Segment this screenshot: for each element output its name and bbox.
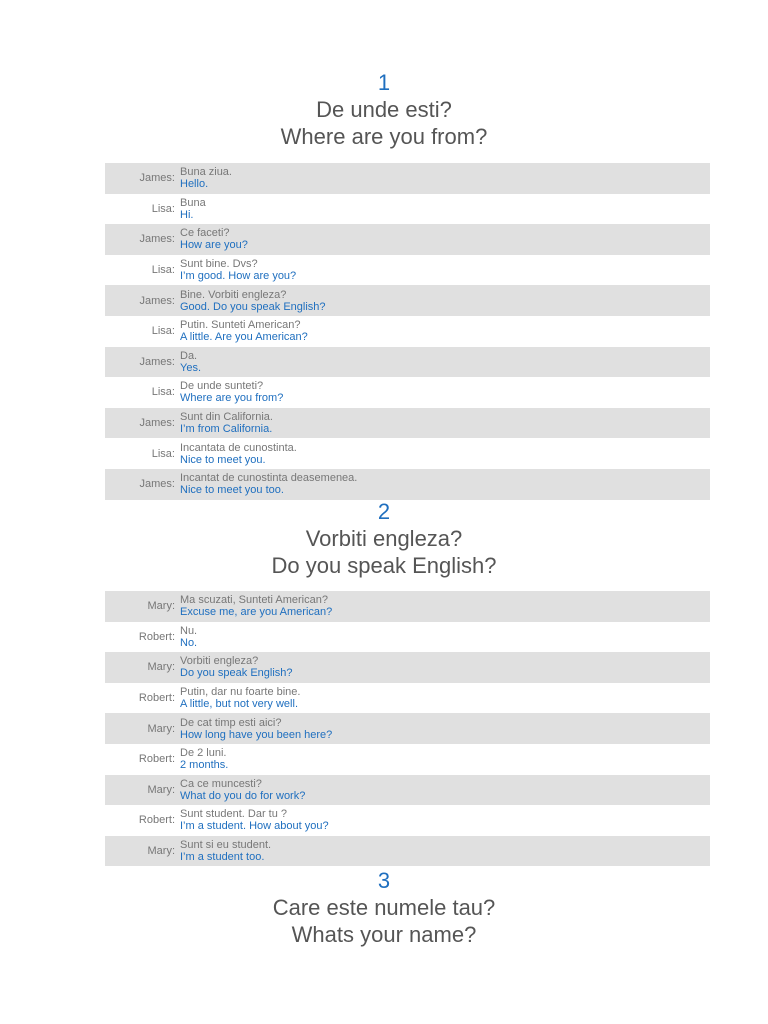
romanian-line: Putin. Sunteti American? [180, 319, 301, 332]
english-line: I’m a student. How about you? [180, 820, 329, 833]
dialog-row [105, 224, 710, 255]
section-number: 1 [377, 70, 391, 95]
english-line: Nice to meet you too. [180, 484, 284, 497]
speaker-name: Lisa: [151, 386, 175, 399]
section-2 [0, 499, 768, 866]
speaker-name: Mary: [147, 845, 175, 858]
dialog-row [105, 652, 710, 683]
romanian-line: De 2 luni. [180, 747, 227, 760]
romanian-line: Putin, dar nu foarte bine. [180, 686, 301, 699]
romanian-line: Sunt student. Dar tu ? [180, 808, 288, 821]
speaker-name: James: [139, 233, 175, 246]
speaker-name: James: [139, 172, 175, 185]
section-title-ro: Care este numele tau? [272, 895, 496, 920]
romanian-line: Ca ce muncesti? [180, 777, 262, 790]
dialog-row [105, 805, 710, 836]
english-line: Nice to meet you. [180, 453, 266, 466]
romanian-line: De cat timp esti aici? [180, 716, 282, 729]
speaker-name: James: [139, 478, 175, 491]
romanian-line: Sunt bine. Dvs? [180, 258, 258, 271]
english-line: I’m from California. [180, 423, 273, 436]
english-line: A little. Are you American? [180, 331, 308, 344]
dialog-row [105, 836, 710, 867]
dialog-row [105, 408, 710, 439]
dialog-row [105, 622, 710, 653]
dialog-row [105, 469, 710, 500]
speaker-name: Robert: [138, 630, 175, 643]
english-line: A little, but not very well. [180, 698, 298, 711]
section-number: 2 [377, 499, 391, 524]
romanian-line: Incantat de cunostinta deasemenea. [180, 472, 358, 485]
english-line: What do you do for work? [180, 789, 306, 802]
dialog-row [105, 591, 710, 622]
english-line: How long have you been here? [180, 728, 333, 741]
romanian-line: Incantata de cunostinta. [180, 441, 297, 454]
speaker-name: Robert: [138, 753, 175, 766]
speaker-name: Mary: [147, 661, 175, 674]
romanian-line: Buna [180, 196, 206, 209]
speaker-name: Mary: [147, 600, 175, 613]
english-line: Excuse me, are you American? [180, 606, 333, 619]
speaker-name: Lisa: [151, 264, 175, 277]
english-line: Hi. [180, 208, 194, 221]
speaker-name: Mary: [147, 722, 175, 735]
section-title-ro: De unde esti? [316, 97, 452, 122]
dialog-row [105, 316, 710, 347]
dialog-row [105, 683, 710, 714]
dialog-row [105, 775, 710, 806]
romanian-line: Vorbiti engleza? [180, 655, 259, 668]
section-title-ro: Vorbiti engleza? [305, 526, 463, 551]
speaker-name: Mary: [147, 783, 175, 796]
romanian-line: De unde sunteti? [180, 380, 264, 393]
section-3 [0, 868, 768, 948]
dialog-row [105, 438, 710, 469]
dialog-row [105, 377, 710, 408]
english-line: Do you speak English? [180, 667, 293, 680]
english-line: 2 months. [180, 759, 229, 772]
dialog-row [105, 713, 710, 744]
section-title-en: Whats your name? [291, 922, 477, 947]
dialog-row [105, 744, 710, 775]
speaker-name: James: [139, 294, 175, 307]
english-line: Yes. [180, 361, 202, 374]
dialog-row [105, 194, 710, 225]
romanian-line: Nu. [180, 624, 198, 637]
english-line: How are you? [180, 239, 248, 252]
english-line: I’m good. How are you? [180, 270, 297, 283]
speaker-name: Lisa: [151, 325, 175, 338]
english-line: Where are you from? [180, 392, 284, 405]
romanian-line: Da. [180, 349, 198, 362]
dialog-table [105, 163, 710, 500]
dialog-row [105, 255, 710, 286]
english-line: I’m a student too. [180, 851, 265, 864]
romanian-line: Sunt din California. [180, 411, 273, 424]
dialog-row [105, 285, 710, 316]
section-number: 3 [377, 868, 391, 893]
romanian-line: Bine. Vorbiti engleza? [180, 288, 287, 301]
section-1 [0, 70, 768, 500]
english-line: Hello. [180, 178, 209, 191]
speaker-name: Robert: [138, 692, 175, 705]
speaker-name: Lisa: [151, 447, 175, 460]
english-line: Good. Do you speak English? [180, 300, 326, 313]
speaker-name: Robert: [138, 814, 175, 827]
romanian-line: Sunt si eu student. [180, 839, 272, 852]
section-title-en: Where are you from? [280, 124, 488, 149]
dialog-row [105, 163, 710, 194]
dialog-row [105, 347, 710, 378]
romanian-line: Ce faceti? [180, 227, 230, 240]
dialog-table [105, 591, 710, 866]
romanian-line: Buna ziua. [180, 166, 232, 179]
speaker-name: James: [139, 417, 175, 430]
english-line: No. [180, 636, 198, 649]
speaker-name: James: [139, 355, 175, 368]
section-title-en: Do you speak English? [271, 553, 497, 578]
romanian-line: Ma scuzati, Sunteti American? [180, 594, 328, 607]
speaker-name: Lisa: [151, 202, 175, 215]
